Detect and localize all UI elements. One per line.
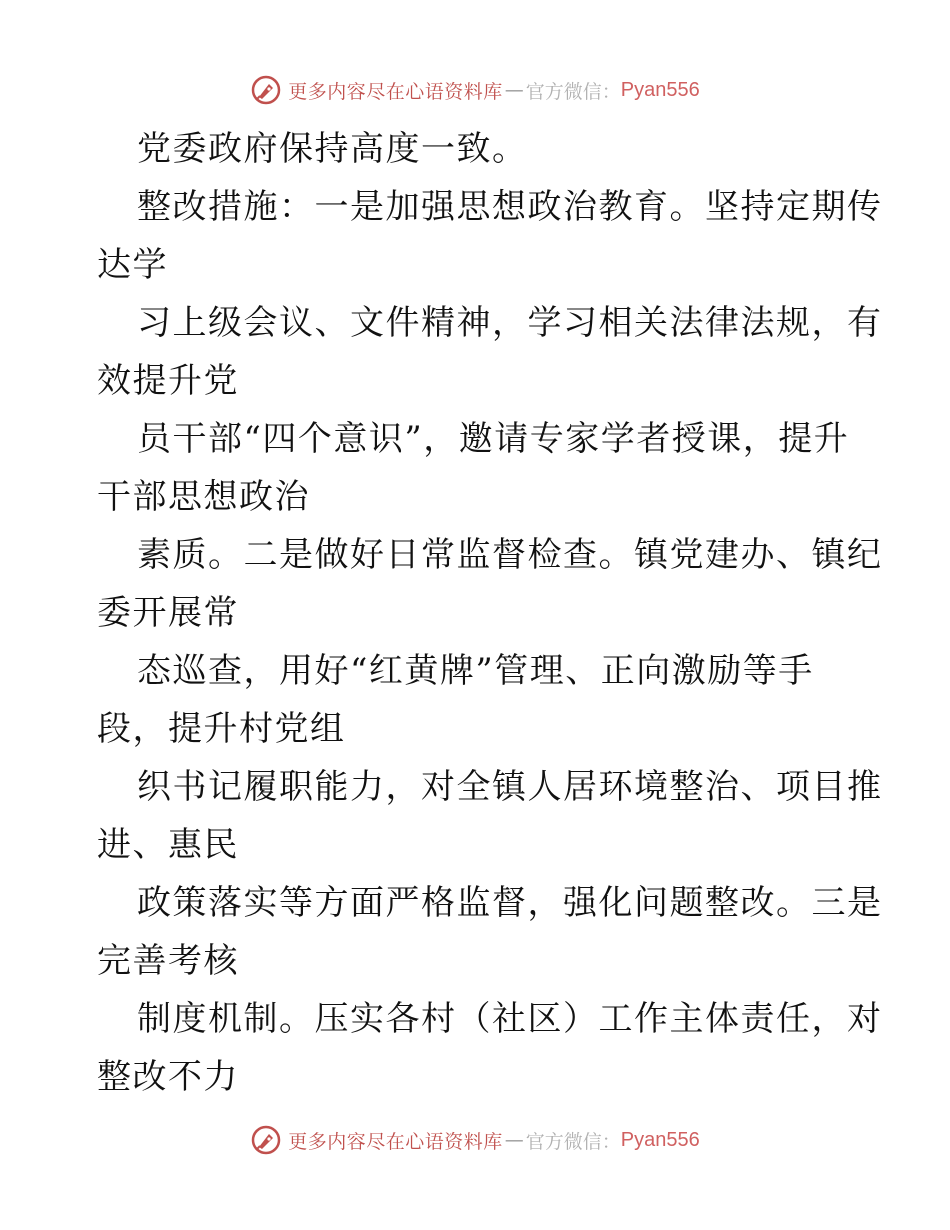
watermark-dash: — (504, 1129, 524, 1151)
body-line: 素质。二是做好日常监督检查。镇党建办、镇纪 (137, 535, 883, 575)
watermark-text: 更多内容尽在心语资料库 (288, 1130, 503, 1153)
header-watermark (0, 70, 950, 110)
body-line: 习上级会议、文件精神，学习相关法律法规，有 (137, 303, 883, 343)
body-line: 进、惠民 (97, 825, 239, 865)
body-line: 段，提升村党组 (97, 709, 346, 749)
body-line: 态巡查，用好“红黄牌”管理、正向激励等手 (137, 651, 814, 691)
body-line: 织书记履职能力，对全镇人居环境整治、项目推 (137, 767, 883, 807)
body-line: 达学 (97, 245, 168, 285)
body-line: 效提升党 (97, 361, 239, 401)
body-line: 员干部“四个意识”，邀请专家学者授课，提升 (137, 419, 850, 459)
watermark-dash: — (504, 79, 524, 101)
watermark-wechat-id: Pyan556 (620, 78, 700, 101)
body-line: 整改不力 (97, 1057, 239, 1097)
body-line: 完善考核 (97, 941, 239, 981)
document-body (97, 120, 883, 1106)
footer-watermark (0, 1120, 950, 1160)
body-line: 党委政府保持高度一致。 (137, 129, 528, 169)
body-line: 制度机制。压实各村（社区）工作主体责任，对 (137, 999, 883, 1039)
body-line: 政策落实等方面严格监督，强化问题整改。三是 (137, 883, 883, 923)
watermark-wechat-id: Pyan556 (620, 1128, 700, 1151)
watermark-wechat-label: 官方微信： (525, 80, 621, 103)
pen-nib-logo-icon (250, 74, 282, 106)
body-line: 干部思想政治 (97, 477, 310, 517)
watermark-text: 更多内容尽在心语资料库 (288, 80, 503, 103)
body-line: 整改措施：一是加强思想政治教育。坚持定期传 (137, 187, 883, 227)
body-line: 委开展常 (97, 593, 239, 633)
pen-nib-logo-icon (250, 1124, 282, 1156)
watermark-wechat-label: 官方微信： (525, 1130, 621, 1153)
